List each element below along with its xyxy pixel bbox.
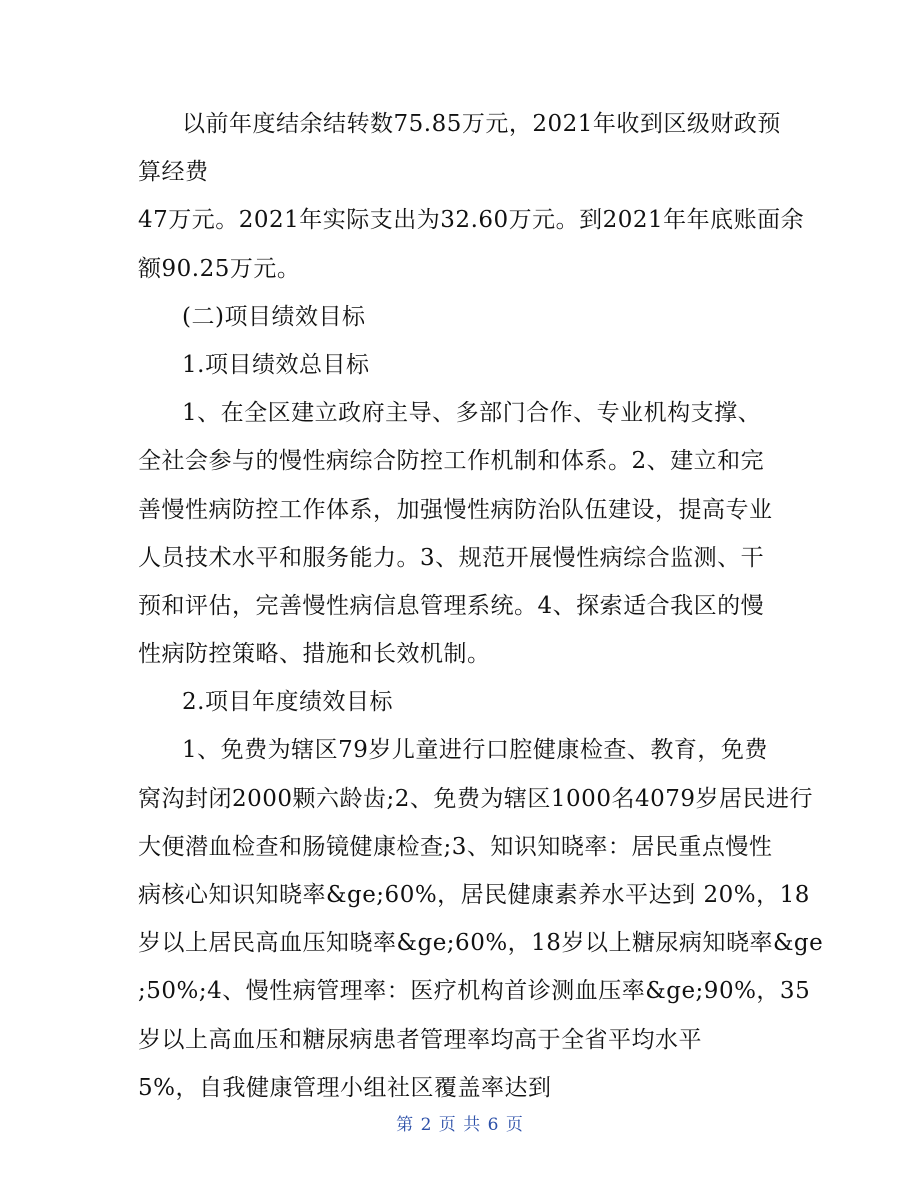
paragraph-line: 以前年度结余结转数75.85万元，2021年收到区级财政预 xyxy=(182,111,781,137)
paragraph-line: 岁以上高血压和糖尿病患者管理率均高于全省平均水平 xyxy=(138,1026,702,1053)
paragraph-line: 岁以上居民高血压知晓率&ge;60%，18岁以上糖尿病知晓率&ge xyxy=(138,930,824,957)
paragraph-line: 窝沟封闭2000颗六龄齿;2、免费为辖区1000名4079岁居民进行 xyxy=(138,785,813,812)
subsection-heading: 2.项目年度绩效目标 xyxy=(182,689,393,716)
paragraph-line: 人员技术水平和服务能力。3、规范开展慢性病综合监测、干 xyxy=(138,544,765,571)
paragraph-line: 全社会参与的慢性病综合防控工作机制和体系。2、建立和完 xyxy=(138,448,765,475)
paragraph-line: 5%，自我健康管理小组社区覆盖率达到 xyxy=(138,1074,552,1101)
paragraph-line: 1、免费为辖区79岁儿童进行口腔健康检查、教育，免费 xyxy=(182,737,768,764)
paragraph-line: 大便潜血检查和肠镜健康检查;3、知识知晓率：居民重点慢性 xyxy=(138,833,773,860)
paragraph-line: 病核心知识知晓率&ge;60%，居民健康素养水平达到 20%，18 xyxy=(138,882,810,908)
page-footer xyxy=(0,1110,920,1135)
page-number-label: 第 2 页 共 6 页 xyxy=(396,1115,524,1135)
paragraph-line: 性病防控策略、措施和长效机制。 xyxy=(138,641,491,668)
paragraph-line: 预和评估，完善慢性病信息管理系统。4、探索适合我区的慢 xyxy=(138,592,765,619)
subsection-heading: 1.项目绩效总目标 xyxy=(182,351,370,378)
paragraph-line: 47万元。2021年实际支出为32.60万元。到2021年年底账面余 xyxy=(138,207,805,234)
paragraph-line: 算经费 xyxy=(138,159,209,186)
paragraph-line: 额90.25万元。 xyxy=(138,255,301,282)
paragraph-line: 善慢性病防控工作体系，加强慢性病防治队伍建设，提高专业 xyxy=(138,496,773,523)
paragraph-line: ;50%;4、慢性病管理率：医疗机构首诊测血压率&ge;90%，35 xyxy=(138,978,811,1005)
paragraph-line: 1、在全区建立政府主导、多部门合作、专业机构支撑、 xyxy=(182,400,762,427)
document-body xyxy=(138,100,824,1112)
section-heading: (二)项目绩效目标 xyxy=(182,303,366,330)
